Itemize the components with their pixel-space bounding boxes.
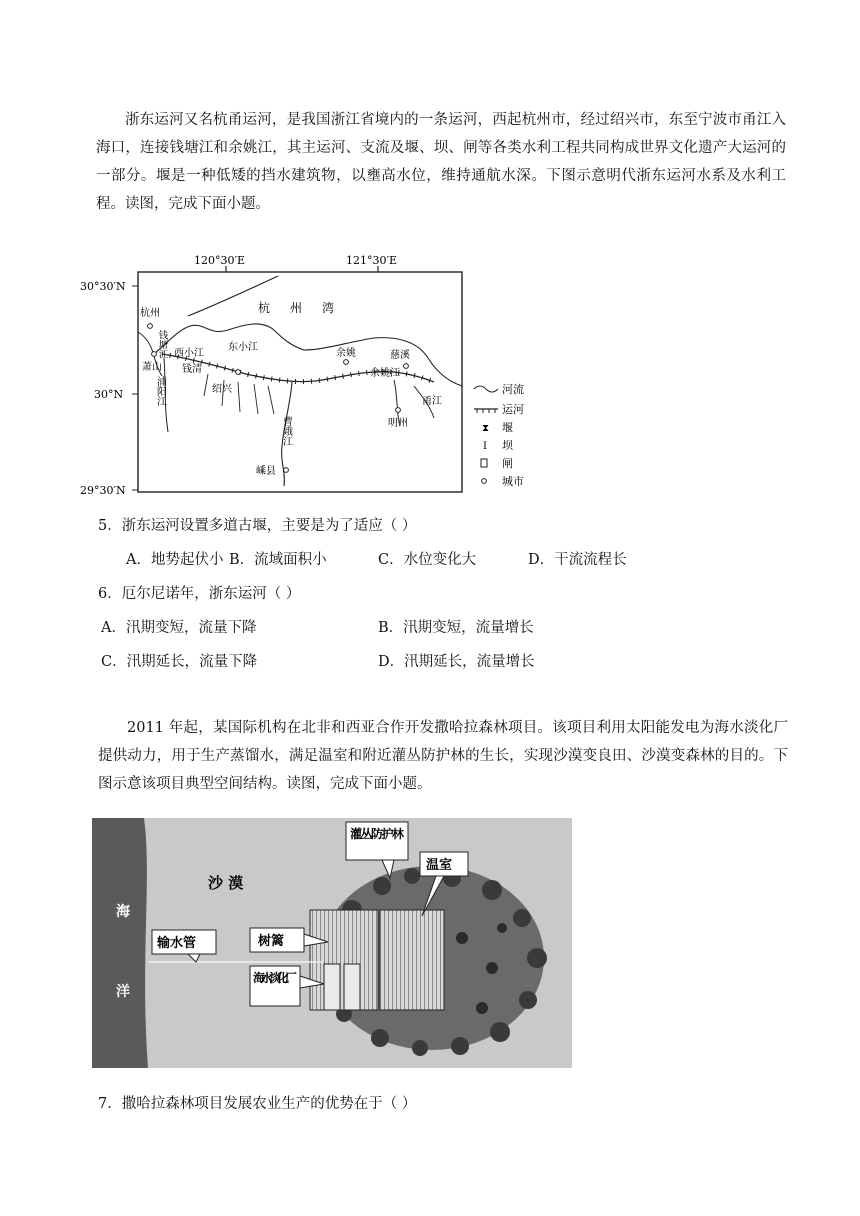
label-cixi: 慈溪 bbox=[390, 350, 410, 361]
sahara-project-diagram bbox=[92, 818, 572, 1068]
label-puyang: 浦阳江 bbox=[154, 376, 166, 406]
legend-sluice: 闸 bbox=[502, 457, 513, 470]
lat-label-1: 30°30′N bbox=[80, 280, 126, 293]
legend-river: 河流 bbox=[502, 383, 524, 396]
q6-option-d[interactable]: D．汛期延长，流量增长 bbox=[378, 654, 535, 670]
legend-city: 城市 bbox=[502, 475, 524, 488]
label-xiaoshan: 萧山 bbox=[142, 362, 162, 373]
lon-label-2: 121°30′E bbox=[346, 254, 398, 267]
greenhouse-block bbox=[380, 910, 444, 1010]
label-caoe: 曹娥江 bbox=[280, 416, 292, 446]
label-greenhouse: 温室 bbox=[426, 858, 453, 873]
label-ocean: 洋 bbox=[116, 984, 130, 1000]
label-xixiao: 西小江 bbox=[174, 348, 204, 359]
map-legend bbox=[474, 382, 524, 488]
question-5-stem: 5．浙东运河设置多道古堰，主要是为了适应（ ） bbox=[98, 518, 417, 534]
q5-option-a[interactable]: A．地势起伏小 bbox=[126, 552, 224, 568]
label-forest: 灌丛防护林 bbox=[350, 827, 404, 841]
question-6-stem: 6．厄尔尼诺年，浙东运河（ ） bbox=[98, 586, 301, 602]
lat-label-3: 29°30′N bbox=[80, 484, 126, 497]
question-7-stem: 7．撒哈拉森林项目发展农业生产的优势在于（ ） bbox=[98, 1096, 417, 1112]
label-yuyao: 余姚 bbox=[336, 348, 356, 359]
label-shaoxing: 绍兴 bbox=[212, 384, 232, 395]
legend-canal: 运河 bbox=[502, 403, 524, 416]
label-nursery: 树篱 bbox=[258, 934, 285, 949]
q6-option-a[interactable]: A．汛期变短，流量下降 bbox=[101, 620, 257, 636]
label-dongxiao: 东小江 bbox=[228, 342, 258, 353]
q6-option-c[interactable]: C．汛期延长，流量下降 bbox=[101, 654, 258, 670]
bay-label: 杭州湾 bbox=[258, 301, 355, 315]
q6-option-b[interactable]: B．汛期变短，流量增长 bbox=[378, 620, 534, 636]
svg-text:I: I bbox=[483, 441, 487, 452]
label-sea: 海 bbox=[116, 904, 130, 920]
passage-2: 2011 年起，某国际机构在北非和西亚合作开发撒哈拉森林项目。该项目利用太阳能发电为海水淡化厂提供动力，用于生产蒸馏水，满足温室和附近灌丛防护林的生长，实现沙漠变良田、沙漠变森林的目的。下图示意该项目典型空间结构。读图，完成下面小题。 bbox=[98, 720, 788, 792]
label-shengxian: 嵊县 bbox=[256, 466, 276, 477]
desal-plant-block bbox=[324, 964, 340, 1010]
sea-area bbox=[92, 818, 148, 1068]
lon-label-1: 120°30′E bbox=[194, 254, 246, 267]
q5-option-d[interactable]: D．干流流程长 bbox=[528, 552, 627, 568]
label-pipe: 输水管 bbox=[157, 936, 197, 951]
q5-option-b[interactable]: B．流域面积小 bbox=[229, 552, 327, 568]
legend-dam: 坝 bbox=[502, 439, 513, 452]
label-hangzhou: 杭州 bbox=[140, 308, 160, 319]
label-yongjiang: 甬江 bbox=[422, 396, 442, 407]
lat-label-2: 30°N bbox=[94, 388, 124, 401]
q5-option-c[interactable]: C．水位变化大 bbox=[378, 552, 477, 568]
passage-1: 浙东运河又名杭甬运河，是我国浙江省境内的一条运河，西起杭州市，经过绍兴市，东至宁波市甬江入海口，连接钱塘江和余姚江，其主运河、支流及堰、坝、闸等各类水利工程共同构成世界文化遗产大运河的一部分。堰是一种低矮的挡水建筑物，以壅高水位，维持通航水深。下图示意明代浙东运河水系及水利工程。读图，完成下面小题。 bbox=[96, 112, 786, 212]
label-desal: 海水淡化厂 bbox=[253, 971, 297, 985]
label-yaojiang: 余姚江 bbox=[370, 368, 400, 379]
svg-text:⧗: ⧗ bbox=[482, 423, 490, 434]
legend-weir: 堰 bbox=[502, 421, 513, 434]
canal-map-figure bbox=[78, 246, 538, 498]
label-qianqing: 钱清 bbox=[182, 364, 202, 375]
label-desert: 沙 漠 bbox=[208, 874, 244, 892]
label-qiantang: 钱塘江 bbox=[156, 330, 168, 359]
canal-map bbox=[78, 246, 538, 498]
sahara-project-figure bbox=[92, 818, 572, 1068]
label-mingzhou: 明州 bbox=[388, 418, 408, 429]
